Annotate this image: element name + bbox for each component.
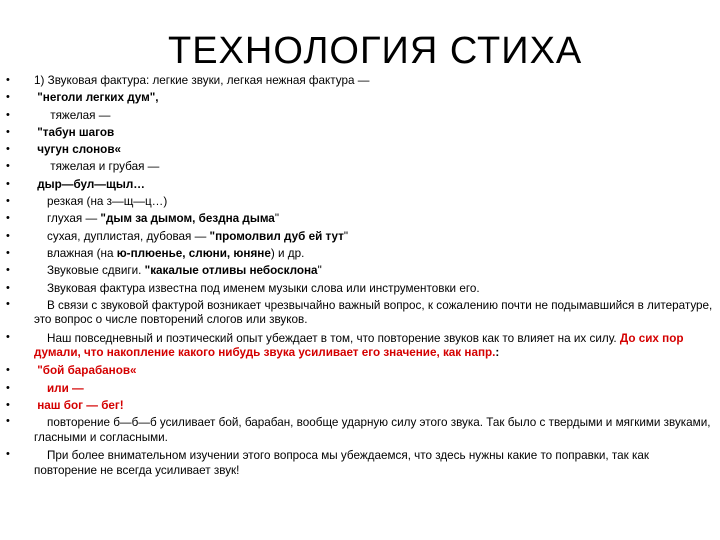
bullet-icon: • <box>6 74 10 86</box>
text-segment: До сих пор думали, что накопление какого нибудь звука усиливает его значение, как напр. <box>34 331 687 360</box>
bullet-text <box>34 282 480 295</box>
bullet-icon: • <box>6 108 10 121</box>
text-segment: "бой барабанов« <box>34 364 137 378</box>
text-segment: или — <box>34 381 84 395</box>
bullet-text <box>34 230 348 243</box>
text-segment: "какалые отливы небосклона <box>144 264 318 278</box>
bullet-icon: • <box>6 246 10 259</box>
bullet-text <box>34 143 121 156</box>
text-segment: Звуковая фактура известна под именем музыки слова или инструментовки его. <box>34 281 480 295</box>
bullet-line <box>6 245 714 262</box>
bullet-line <box>6 107 714 124</box>
bullet-line <box>6 210 714 227</box>
bullet-text <box>34 195 167 208</box>
bullet-line <box>6 280 714 297</box>
bullet-text <box>34 178 145 191</box>
text-segment: Звуковые сдвиги. <box>34 264 145 278</box>
bullet-line <box>6 297 714 330</box>
bullet-icon: • <box>6 364 10 377</box>
bullet-icon: • <box>6 330 10 343</box>
bullet-icon: • <box>6 195 10 208</box>
bullet-text <box>34 91 159 104</box>
bullet-line <box>6 414 714 447</box>
bullet-line <box>6 397 714 414</box>
bullet-icon: • <box>6 297 10 310</box>
bullet-line <box>6 141 714 158</box>
bullet-icon: • <box>6 281 10 294</box>
bullet-line <box>6 380 714 397</box>
bullet-line <box>6 228 714 245</box>
bullet-text <box>34 109 110 122</box>
bullet-list <box>6 72 714 480</box>
bullet-line <box>6 158 714 175</box>
bullet-icon: • <box>6 177 10 190</box>
text-segment: тяжелая и грубая — <box>34 160 160 174</box>
text-segment: : <box>495 346 500 360</box>
bullet-icon: • <box>6 381 10 394</box>
text-segment: тяжелая — <box>34 108 111 122</box>
text-segment: "табун шагов <box>34 125 115 139</box>
text-segment: Наш повседневный и поэтический опыт убеждает в том, что повторение звуков как то влияет на их силу. <box>34 331 620 345</box>
text-segment: наш бог — бег! <box>34 399 124 413</box>
bullet-text <box>34 332 687 359</box>
bullet-icon: • <box>6 212 10 225</box>
text-segment: повторение б—б—б усиливает бой, барабан, вообще ударную силу этого звука. Так было с твердыми и мягкими звуками, гласными и согласными. <box>34 416 714 444</box>
text-segment: " <box>343 229 349 243</box>
bullet-text <box>34 382 84 395</box>
bullet-text <box>34 160 159 173</box>
text-segment: чугун слонов« <box>34 143 122 157</box>
bullet-text <box>34 299 716 326</box>
text-segment: "неголи легких дум", <box>34 91 159 105</box>
text-segment: " <box>274 212 279 226</box>
bullet-line <box>6 89 714 106</box>
bullet-icon: • <box>6 399 10 412</box>
bullet-icon: • <box>6 448 10 461</box>
bullet-icon: • <box>6 143 10 156</box>
bullet-line <box>6 447 714 480</box>
text-segment: ю-плюенье, слюни, юняне <box>116 246 271 260</box>
slide-title: ТЕХНОЛОГИЯ СТИХА <box>168 30 583 72</box>
text-segment: ) и др. <box>270 246 305 260</box>
bullet-text <box>34 74 369 87</box>
bullet-icon: • <box>6 229 10 242</box>
text-segment: сухая, дуплистая, дубовая — <box>34 229 210 243</box>
bullet-icon: • <box>6 91 10 104</box>
bullet-text <box>34 449 652 476</box>
bullet-icon: • <box>6 264 10 277</box>
bullet-line <box>6 262 714 279</box>
text-segment: 1) Звуковая фактура: легкие звуки, легкая нежная фактура — <box>34 74 370 87</box>
bullet-line <box>6 362 714 379</box>
bullet-text <box>34 364 137 377</box>
bullet-line <box>6 124 714 141</box>
text-segment: В связи с звуковой фактурой возникает чрезвычайно важный вопрос, к сожалению почти не подымавшийся в литературе, это вопрос о числе повторений слогов или звуков. <box>34 298 716 327</box>
text-segment: влажная (на <box>34 246 117 260</box>
bullet-text <box>34 126 114 139</box>
bullet-icon: • <box>6 415 10 428</box>
text-segment: резкая (на з—щ—ц…) <box>34 195 168 209</box>
bullet-text <box>34 399 124 412</box>
text-segment: дыр—бул—щыл… <box>34 177 145 191</box>
bullet-line <box>6 330 714 363</box>
text-segment: " <box>317 264 322 278</box>
bullet-text <box>34 247 304 260</box>
bullet-line <box>6 193 714 210</box>
text-segment: "дым за дымом, бездна дыма <box>100 212 275 226</box>
bullet-line <box>6 176 714 193</box>
bullet-text <box>34 264 322 277</box>
text-segment: При более внимательном изучении этого вопроса мы убеждаемся, что здесь нужны какие то поправки, так как повторение не всегда усиливает звук! <box>34 449 653 477</box>
bullet-icon: • <box>6 160 10 173</box>
text-segment: "промолвил дуб ей тут <box>209 229 344 243</box>
bullet-text <box>34 416 714 443</box>
text-segment: глухая — <box>34 212 101 226</box>
bullet-icon: • <box>6 125 10 138</box>
bullet-text <box>34 212 279 225</box>
bullet-line <box>6 72 714 89</box>
